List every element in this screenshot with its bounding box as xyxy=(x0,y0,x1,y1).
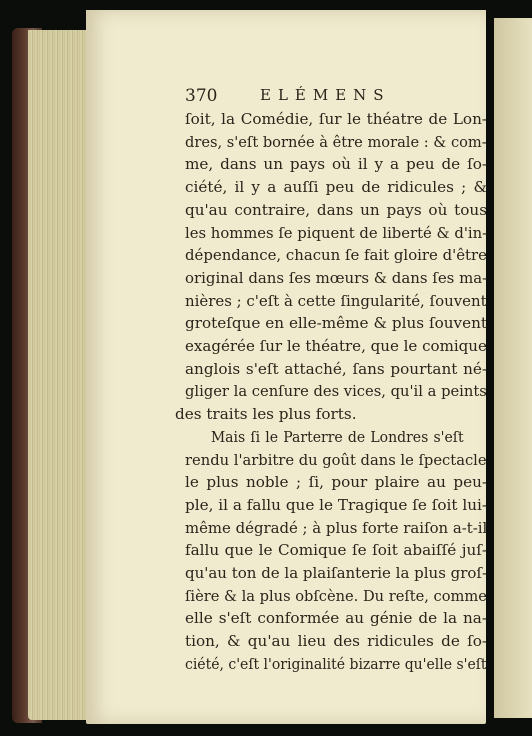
page-header xyxy=(185,86,485,110)
text-line: groteſque en elle-même & plus ſouvent xyxy=(185,314,487,333)
text-line: nières ; c'eſt à cette ſingularité, ſouvent xyxy=(185,291,487,310)
text-line: même dégradé ; à plus forte raiſon a-t-il xyxy=(185,518,488,537)
right-page-edge xyxy=(494,18,532,718)
text-line: les hommes ſe piquent de liberté & d'in- xyxy=(185,223,488,242)
text-line: des traits les plus forts. xyxy=(175,405,357,424)
text-line: qu'au contraire, dans un pays où tous xyxy=(185,200,487,219)
text-line: ſoit, la Comédie, ſur le théatre de Lon- xyxy=(185,110,487,128)
text-line: tion, & qu'au lieu des ridicules de ſo- xyxy=(185,632,487,651)
body-text xyxy=(175,108,488,676)
text-line: elle s'eſt conformée au génie de la na- xyxy=(185,609,487,628)
running-title: ELÉMENS xyxy=(260,86,391,104)
text-line: original dans ſes mœurs & dans ſes ma- xyxy=(185,268,488,287)
text-line: dépendance, chacun ſe fait gloire d'être xyxy=(185,246,487,265)
text-line: qu'au ton de la plaiſanterie la plus groſ- xyxy=(185,564,488,583)
text-line: ciété, c'eſt l'originalité bizarre qu'elle s'eſt xyxy=(185,654,487,673)
text-line: ſière & la plus obſcène. Du reſte, comme xyxy=(185,586,487,605)
text-line: me, dans un pays où il y a peu de ſo- xyxy=(185,155,487,174)
text-line: exagérée ſur le théatre, que le comique xyxy=(185,337,487,356)
text-line: Mais ſi le Parterre de Londres s'eſt xyxy=(210,427,464,446)
text-line: anglois s'eſt attaché, ſans pourtant né- xyxy=(185,359,487,378)
page-number: 370 xyxy=(185,86,218,106)
text-line: ple, il a fallu que le Tragique ſe ſoit lui- xyxy=(185,495,487,514)
text-line: ciété, il y a auſſi peu de ridicules ; & xyxy=(185,178,487,197)
text-line: le plus noble ; ſi, pour plaire au peu- xyxy=(185,473,487,492)
text-line: fallu que le Comique ſe ſoit abaiſſé juſ- xyxy=(185,541,487,560)
text-line: dres, s'eſt bornée à être morale : & com- xyxy=(185,132,487,151)
text-line: gliger la cenſure des vices, qu'il a peints xyxy=(185,382,487,401)
text-line: rendu l'arbitre du goût dans le ſpectacle xyxy=(185,450,487,469)
